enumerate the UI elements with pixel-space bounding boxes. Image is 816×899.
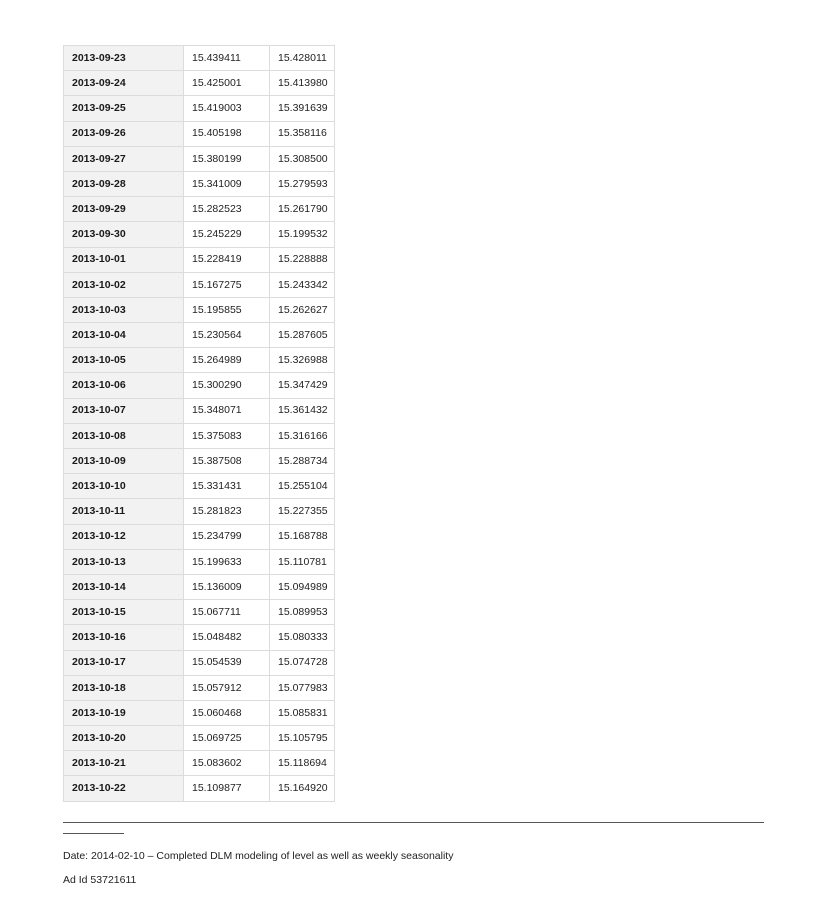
date-cell: 2013-10-03 bbox=[64, 297, 184, 322]
value-cell-a: 15.069725 bbox=[184, 726, 270, 751]
date-cell: 2013-10-01 bbox=[64, 247, 184, 272]
value-cell-b: 15.326988 bbox=[270, 348, 335, 373]
table-row bbox=[64, 272, 335, 297]
value-cell-a: 15.245229 bbox=[184, 222, 270, 247]
value-cell-a: 15.199633 bbox=[184, 549, 270, 574]
date-cell: 2013-10-17 bbox=[64, 650, 184, 675]
table-row bbox=[64, 197, 335, 222]
value-cell-a: 15.387508 bbox=[184, 449, 270, 474]
value-cell-b: 15.164920 bbox=[270, 776, 335, 801]
value-cell-a: 15.109877 bbox=[184, 776, 270, 801]
footnote-divider bbox=[63, 822, 764, 823]
value-cell-a: 15.060468 bbox=[184, 700, 270, 725]
date-cell: 2013-09-23 bbox=[64, 46, 184, 71]
value-cell-a: 15.195855 bbox=[184, 297, 270, 322]
date-cell: 2013-10-04 bbox=[64, 323, 184, 348]
value-cell-b: 15.308500 bbox=[270, 146, 335, 171]
value-cell-a: 15.264989 bbox=[184, 348, 270, 373]
table-row bbox=[64, 423, 335, 448]
value-cell-b: 15.255104 bbox=[270, 474, 335, 499]
date-cell: 2013-10-12 bbox=[64, 524, 184, 549]
table-row bbox=[64, 297, 335, 322]
value-cell-a: 15.341009 bbox=[184, 171, 270, 196]
value-cell-b: 15.361432 bbox=[270, 398, 335, 423]
value-cell-a: 15.057912 bbox=[184, 675, 270, 700]
table-row bbox=[64, 222, 335, 247]
date-cell: 2013-10-06 bbox=[64, 373, 184, 398]
date-cell: 2013-10-09 bbox=[64, 449, 184, 474]
value-cell-a: 15.375083 bbox=[184, 423, 270, 448]
date-cell: 2013-09-28 bbox=[64, 171, 184, 196]
table-row bbox=[64, 247, 335, 272]
value-cell-b: 15.428011 bbox=[270, 46, 335, 71]
value-cell-b: 15.288734 bbox=[270, 449, 335, 474]
table-row bbox=[64, 348, 335, 373]
value-cell-a: 15.228419 bbox=[184, 247, 270, 272]
value-cell-b: 15.287605 bbox=[270, 323, 335, 348]
table-row bbox=[64, 449, 335, 474]
table-row bbox=[64, 474, 335, 499]
value-cell-a: 15.234799 bbox=[184, 524, 270, 549]
date-cell: 2013-10-19 bbox=[64, 700, 184, 725]
table-row bbox=[64, 96, 335, 121]
value-cell-b: 15.228888 bbox=[270, 247, 335, 272]
date-cell: 2013-10-15 bbox=[64, 600, 184, 625]
table-row bbox=[64, 574, 335, 599]
date-cell: 2013-09-27 bbox=[64, 146, 184, 171]
value-cell-a: 15.300290 bbox=[184, 373, 270, 398]
table-row bbox=[64, 323, 335, 348]
value-cell-b: 15.089953 bbox=[270, 600, 335, 625]
table-row bbox=[64, 625, 335, 650]
table-body bbox=[64, 46, 335, 802]
date-cell: 2013-10-10 bbox=[64, 474, 184, 499]
value-cell-a: 15.054539 bbox=[184, 650, 270, 675]
value-cell-b: 15.085831 bbox=[270, 700, 335, 725]
date-cell: 2013-10-11 bbox=[64, 499, 184, 524]
value-cell-b: 15.110781 bbox=[270, 549, 335, 574]
value-cell-b: 15.077983 bbox=[270, 675, 335, 700]
date-cell: 2013-10-05 bbox=[64, 348, 184, 373]
value-cell-a: 15.380199 bbox=[184, 146, 270, 171]
value-cell-a: 15.282523 bbox=[184, 197, 270, 222]
table-row bbox=[64, 499, 335, 524]
table-row bbox=[64, 171, 335, 196]
value-cell-b: 15.347429 bbox=[270, 373, 335, 398]
date-cell: 2013-10-16 bbox=[64, 625, 184, 650]
value-cell-b: 15.316166 bbox=[270, 423, 335, 448]
value-cell-a: 15.439411 bbox=[184, 46, 270, 71]
date-cell: 2013-10-20 bbox=[64, 726, 184, 751]
footnote-divider-short bbox=[63, 833, 124, 834]
value-cell-b: 15.243342 bbox=[270, 272, 335, 297]
value-cell-a: 15.281823 bbox=[184, 499, 270, 524]
table-row bbox=[64, 524, 335, 549]
value-cell-a: 15.405198 bbox=[184, 121, 270, 146]
table-row bbox=[64, 650, 335, 675]
date-cell: 2013-09-29 bbox=[64, 197, 184, 222]
date-cell: 2013-09-26 bbox=[64, 121, 184, 146]
table-row bbox=[64, 700, 335, 725]
value-cell-b: 15.094989 bbox=[270, 574, 335, 599]
value-cell-b: 15.262627 bbox=[270, 297, 335, 322]
value-cell-a: 15.083602 bbox=[184, 751, 270, 776]
value-cell-a: 15.230564 bbox=[184, 323, 270, 348]
date-cell: 2013-09-24 bbox=[64, 71, 184, 96]
value-cell-a: 15.331431 bbox=[184, 474, 270, 499]
table-row bbox=[64, 373, 335, 398]
date-cell: 2013-10-13 bbox=[64, 549, 184, 574]
value-cell-b: 15.358116 bbox=[270, 121, 335, 146]
date-cell: 2013-10-08 bbox=[64, 423, 184, 448]
value-cell-b: 15.105795 bbox=[270, 726, 335, 751]
table-row bbox=[64, 675, 335, 700]
date-cell: 2013-10-21 bbox=[64, 751, 184, 776]
value-cell-b: 15.118694 bbox=[270, 751, 335, 776]
table-row bbox=[64, 146, 335, 171]
data-table bbox=[63, 45, 335, 802]
value-cell-a: 15.348071 bbox=[184, 398, 270, 423]
date-cell: 2013-09-30 bbox=[64, 222, 184, 247]
date-cell: 2013-10-18 bbox=[64, 675, 184, 700]
value-cell-b: 15.279593 bbox=[270, 171, 335, 196]
table-row bbox=[64, 549, 335, 574]
table-row bbox=[64, 398, 335, 423]
value-cell-b: 15.413980 bbox=[270, 71, 335, 96]
value-cell-a: 15.067711 bbox=[184, 600, 270, 625]
value-cell-b: 15.199532 bbox=[270, 222, 335, 247]
table-row bbox=[64, 46, 335, 71]
footer-date-note: Date: 2014-02-10 – Completed DLM modeling of level as well as weekly seasonality bbox=[63, 850, 454, 862]
value-cell-a: 15.136009 bbox=[184, 574, 270, 599]
table-row bbox=[64, 751, 335, 776]
value-cell-a: 15.425001 bbox=[184, 71, 270, 96]
value-cell-b: 15.080333 bbox=[270, 625, 335, 650]
value-cell-b: 15.261790 bbox=[270, 197, 335, 222]
date-cell: 2013-10-22 bbox=[64, 776, 184, 801]
value-cell-a: 15.048482 bbox=[184, 625, 270, 650]
footer-ad-id: Ad Id 53721611 bbox=[63, 874, 137, 886]
table-row bbox=[64, 726, 335, 751]
value-cell-b: 15.074728 bbox=[270, 650, 335, 675]
table-row bbox=[64, 121, 335, 146]
table-row bbox=[64, 71, 335, 96]
value-cell-b: 15.227355 bbox=[270, 499, 335, 524]
value-cell-a: 15.167275 bbox=[184, 272, 270, 297]
date-cell: 2013-10-14 bbox=[64, 574, 184, 599]
date-cell: 2013-10-07 bbox=[64, 398, 184, 423]
value-cell-a: 15.419003 bbox=[184, 96, 270, 121]
value-cell-b: 15.391639 bbox=[270, 96, 335, 121]
date-cell: 2013-10-02 bbox=[64, 272, 184, 297]
value-cell-b: 15.168788 bbox=[270, 524, 335, 549]
table-row bbox=[64, 600, 335, 625]
table-row bbox=[64, 776, 335, 801]
date-cell: 2013-09-25 bbox=[64, 96, 184, 121]
